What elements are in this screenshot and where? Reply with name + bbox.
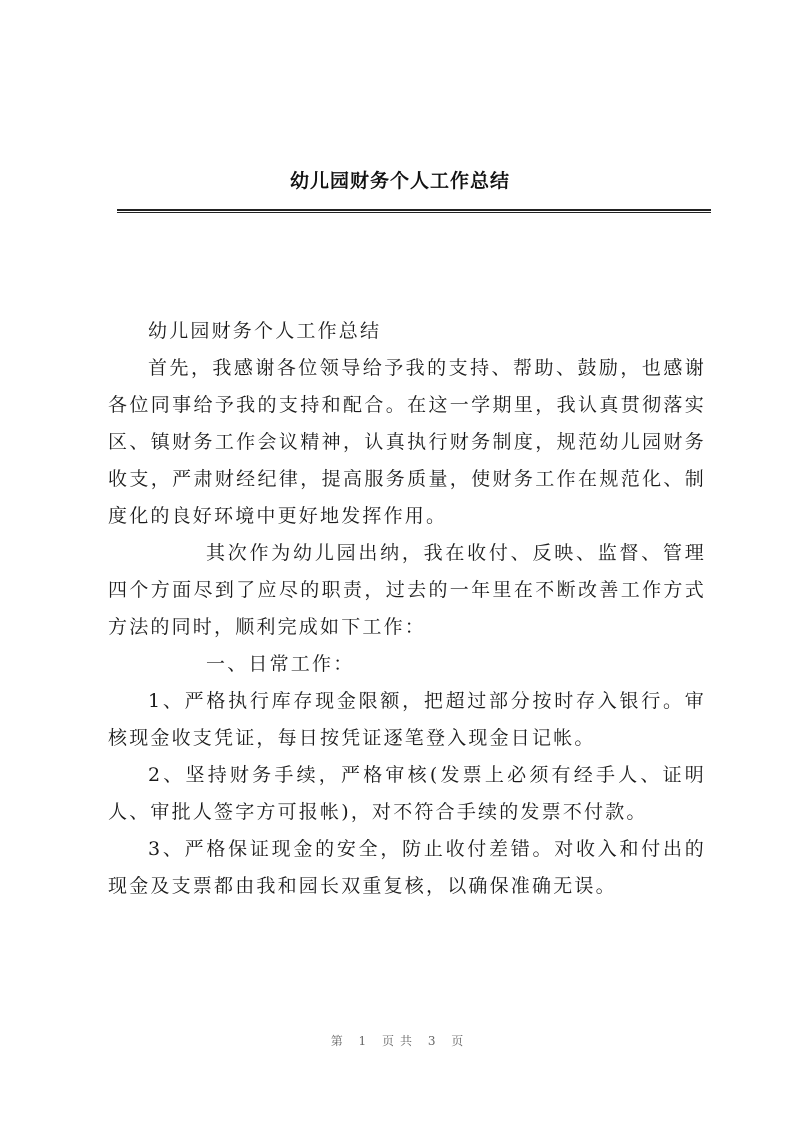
body-paragraph: 首先，我感谢各位领导给予我的支持、帮助、鼓励，也感谢各位同事给予我的支持和配合。在这一学期里，我认真贯彻落实区、镇财务工作会议精神，认真执行财务制度，规范幼儿园财务收支，严肃财经纪律，提高服务质量，使财务工作在规范化、制度化的良好环境中更好地发挥作用。 [108,357,706,527]
section-heading: 一、日常工作： [206,653,355,675]
body-paragraph: 其次作为幼儿园出纳，我在收付、反映、监督、管理四个方面尽到了应尽的职责，过去的一年里在不断改善工作方式方法的同时，顺利完成如下工作： [108,542,706,638]
document-body [108,313,706,905]
header-divider [117,209,711,213]
document-header-title: 幼儿园财务个人工作总结 [289,170,510,192]
body-heading: 幼儿园财务个人工作总结 [148,320,382,342]
list-item: 1、严格执行库存现金限额，把超过部分按时存入银行。审核现金收支凭证，每日按凭证逐笔登入现金日记帐。 [108,690,706,749]
list-item: 2、坚持财务手续，严格审核(发票上必须有经手人、证明人、审批人签字方可报帐)，对不符合手续的发票不付款。 [108,764,706,823]
page-number-footer: 第 1 页共 3 页 [330,1034,470,1048]
list-item: 3、严格保证现金的安全，防止收付差错。对收入和付出的现金及支票都由我和园长双重复核，以确保准确无误。 [108,838,706,897]
